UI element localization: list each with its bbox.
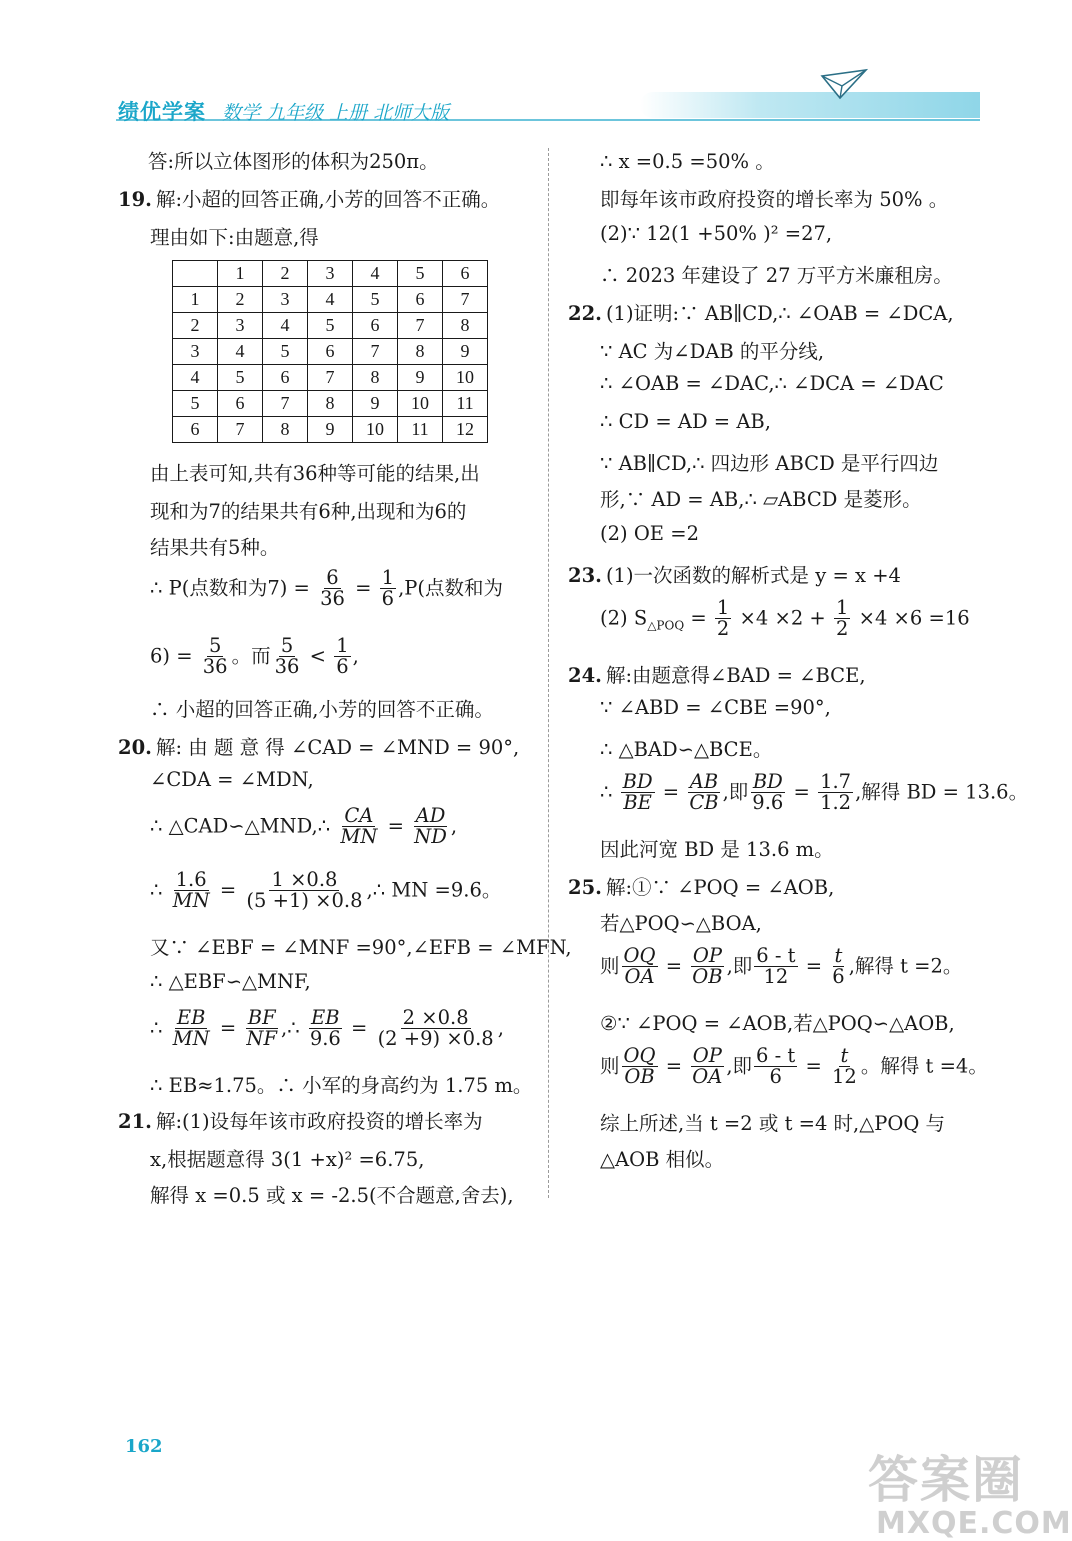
text: 解:小超的回答正确,小芳的回答不正确。	[155, 188, 501, 211]
sum-table	[172, 260, 488, 443]
table-cell: 12	[443, 417, 488, 443]
text: =	[351, 1016, 368, 1040]
fraction	[834, 598, 850, 640]
table-row	[173, 339, 488, 365]
numerator: 1	[336, 634, 349, 657]
numerator: OQ	[623, 1044, 656, 1067]
fraction	[687, 772, 720, 814]
text-line: (2) OE =2	[600, 522, 699, 545]
table-cell: 10	[398, 391, 443, 417]
denominator: (5 +1) ×0.8	[246, 889, 363, 913]
text: =	[665, 1054, 683, 1078]
numerator: CA	[344, 804, 374, 827]
denominator: CB	[689, 791, 719, 815]
table-cell: 8	[443, 313, 488, 339]
text: ,∴ MN =9.6。	[366, 878, 502, 902]
text-line: 即每年该市政府投资的增长率为 50% 。	[600, 188, 949, 211]
text: ∴	[600, 780, 613, 804]
denominator: 6	[336, 655, 349, 679]
paper-plane-icon	[820, 68, 868, 102]
question-22	[568, 298, 954, 326]
text-line: 形,∵ AD = AB,∴ ▱ABCD 是菱形。	[600, 488, 922, 511]
text: ,解得 t =2。	[848, 954, 963, 978]
text-line: 因此河宽 BD 是 13.6 m。	[600, 838, 834, 861]
numerator: AB	[689, 770, 719, 793]
text: 解:由题意得∠BAD = ∠BCE,	[605, 664, 866, 687]
table-cell: 6	[173, 417, 218, 443]
text-line: ∵ ∠ABD = ∠CBE =90°,	[600, 696, 831, 719]
fraction	[171, 1008, 212, 1050]
text-line: ∴ ∠OAB = ∠DAC,∴ ∠DCA = ∠DAC	[600, 372, 944, 395]
question-number: 24.	[568, 664, 602, 687]
fraction	[830, 946, 846, 988]
text: =	[805, 1054, 822, 1078]
fraction	[244, 1008, 279, 1050]
conclusion-line: ∴ EB≈1.75。∴ 小军的身高约为 1.75 m。	[150, 1074, 533, 1097]
denominator: 9.6	[752, 791, 784, 815]
fraction	[273, 636, 302, 678]
text: =	[355, 576, 372, 600]
table-cell: 4	[353, 261, 398, 287]
text: ,即	[722, 780, 749, 804]
text: 。而	[231, 644, 271, 668]
text-line: △AOB 相似。	[600, 1148, 725, 1171]
text: (1)证明:∵ AB∥CD,∴ ∠OAB = ∠DCA,	[605, 302, 954, 325]
question-number: 23.	[568, 564, 602, 587]
table-cell: 3	[173, 339, 218, 365]
ratio-line	[150, 870, 501, 912]
conclusion-line: ∴ 小超的回答正确,小芳的回答不正确。	[150, 698, 494, 721]
text: <	[309, 644, 326, 668]
fraction	[201, 636, 230, 678]
text-line: 解得 x =0.5 或 x = -2.5(不合题意,舍去),	[150, 1184, 514, 1207]
numerator: 1.6	[175, 868, 207, 891]
table-cell: 6	[218, 391, 263, 417]
table-cell: 9	[398, 365, 443, 391]
denominator: 36	[274, 655, 300, 679]
table-cell: 1	[218, 261, 263, 287]
fraction	[338, 806, 379, 848]
text: 则	[600, 1054, 620, 1078]
numerator: 1 ×0.8	[271, 868, 338, 891]
table-cell: 4	[173, 365, 218, 391]
ratio-line	[600, 772, 1028, 814]
denominator: 6	[769, 1065, 782, 1089]
table-cell: 7	[398, 313, 443, 339]
page-header	[0, 0, 1047, 135]
question-number: 20.	[118, 736, 152, 759]
answer-line: 答:所以立体图形的体积为250π。	[148, 150, 439, 173]
denominator: (2 +9) ×0.8	[377, 1027, 494, 1051]
numerator: 5	[280, 634, 294, 657]
question-24	[568, 660, 866, 688]
numerator: 2 ×0.8	[402, 1006, 469, 1029]
denominator: MN	[172, 1027, 210, 1051]
watermark-logo	[868, 1440, 1072, 1541]
question-number: 21.	[118, 1110, 152, 1133]
table-cell: 10	[443, 365, 488, 391]
text-line: ∴ CD = AD = AB,	[600, 410, 771, 433]
text: ,P(点数和为	[398, 576, 504, 600]
ratio-line	[150, 1008, 504, 1050]
subject-label: 数学 九年级 上册 北师大版	[222, 102, 450, 124]
table-cell: 11	[443, 391, 488, 417]
question-20	[118, 732, 519, 760]
text: ,	[450, 814, 458, 838]
numerator: 1	[835, 596, 849, 619]
table-cell: 8	[308, 391, 353, 417]
table-cell: 3	[263, 287, 308, 313]
text: ∴ △CAD∽△MND,∴	[150, 814, 331, 838]
text: (2) S	[600, 606, 648, 630]
text: (1)一次函数的解析式是 y = x +4	[605, 564, 901, 587]
table-cell: 5	[308, 313, 353, 339]
numerator: t	[834, 944, 843, 967]
header-band	[640, 92, 980, 118]
text: =	[793, 780, 810, 804]
table-row	[173, 417, 488, 443]
numerator: 6	[326, 566, 339, 589]
watermark-url: MXQE.COM	[876, 1506, 1072, 1541]
fraction	[334, 636, 350, 678]
text: ,即	[726, 1054, 753, 1078]
denominator: 36	[320, 587, 345, 611]
denominator: ND	[414, 825, 447, 849]
question-25	[568, 872, 834, 900]
denominator: OB	[624, 1065, 655, 1089]
table-cell: 1	[173, 287, 218, 313]
denominator: 12	[832, 1065, 857, 1089]
text: ,	[497, 1016, 504, 1040]
page-number: 162	[125, 1436, 163, 1457]
table-cell: 4	[263, 313, 308, 339]
text: ,解得 BD = 13.6。	[855, 780, 1029, 804]
text-line: 结果共有5种。	[150, 536, 280, 559]
ratio-line	[150, 806, 457, 848]
probability-line	[150, 636, 359, 678]
table-cell: 3	[218, 313, 263, 339]
table-row	[173, 391, 488, 417]
table-cell: 6	[263, 365, 308, 391]
table-row	[173, 365, 488, 391]
fraction	[690, 1046, 724, 1088]
numerator: 6 - t	[756, 1044, 796, 1067]
table-row	[173, 261, 488, 287]
table-cell: 9	[353, 391, 398, 417]
table-cell: 8	[353, 365, 398, 391]
table-cell: 10	[353, 417, 398, 443]
text: ∴ P(点数和为7) =	[150, 576, 310, 600]
area-line	[600, 598, 970, 640]
table-cell: 5	[353, 287, 398, 313]
text: =	[690, 606, 707, 630]
numerator: OP	[692, 1044, 722, 1067]
denominator: BE	[623, 791, 652, 815]
numerator: EB	[311, 1006, 340, 1029]
text: ∴	[150, 878, 163, 902]
fraction	[754, 946, 797, 988]
denominator: 6	[832, 965, 845, 989]
text-line: 又∵ ∠EBF = ∠MNF =90°,∠EFB = ∠MFN,	[150, 936, 572, 959]
table-cell: 7	[308, 365, 353, 391]
text: =	[665, 954, 683, 978]
text-line: ②∵ ∠POQ = ∠AOB,若△POQ∽△AOB,	[600, 1012, 955, 1035]
numerator: t	[840, 1044, 849, 1067]
text-line: ∴ △BAD∽△BCE。	[600, 738, 773, 761]
table-cell: 4	[218, 339, 263, 365]
subscript: △POQ	[647, 618, 685, 633]
numerator: AD	[415, 804, 446, 827]
text: =	[805, 954, 823, 978]
denominator: 1.2	[820, 791, 852, 815]
question-21	[118, 1106, 483, 1134]
text-line: 综上所述,当 t =2 或 t =4 时,△POQ 与	[600, 1112, 946, 1135]
text-line: ∠CDA = ∠MDN,	[150, 768, 314, 791]
text: 6) =	[150, 644, 193, 668]
fraction	[318, 568, 347, 610]
table-cell: 3	[308, 261, 353, 287]
text: ×4 ×2 +	[739, 606, 826, 630]
table-cell: 5	[218, 365, 263, 391]
watermark-text: 答案圈	[868, 1451, 1024, 1509]
text: ∴	[150, 1016, 163, 1040]
table-cell: 4	[308, 287, 353, 313]
numerator: 5	[208, 634, 222, 657]
fraction	[412, 806, 449, 848]
denominator: 6	[381, 587, 395, 611]
question-number: 22.	[568, 302, 602, 325]
fraction	[621, 772, 655, 814]
question-19	[118, 184, 500, 212]
table-cell: 5	[398, 261, 443, 287]
denominator: OB	[692, 965, 723, 989]
text-line: x,根据题意得 3(1 +x)² =6.75,	[150, 1148, 425, 1171]
fraction	[171, 870, 212, 912]
text-line: ∵ AB∥CD,∴ 四边形 ABCD 是平行四边	[600, 452, 939, 475]
table-cell	[173, 261, 218, 287]
question-number: 25.	[568, 876, 602, 899]
denominator: OA	[692, 1065, 723, 1089]
numerator: OP	[692, 944, 722, 967]
numerator: BD	[752, 770, 783, 793]
fraction	[715, 598, 731, 640]
probability-line	[150, 568, 503, 610]
table-cell: 2	[173, 313, 218, 339]
text: 。解得 t =4。	[860, 1054, 988, 1078]
text-line: ∴ 2023 年建设了 27 万平方米廉租房。	[600, 264, 953, 287]
dice-sum-table	[172, 260, 488, 443]
text-line: ∴ x =0.5 =50% 。	[600, 150, 775, 173]
text: =	[219, 878, 237, 902]
fraction	[622, 1046, 658, 1088]
column-divider	[548, 148, 549, 1198]
table-cell: 2	[263, 261, 308, 287]
text-line: 理由如下:由题意,得	[150, 226, 319, 249]
fraction	[830, 1046, 859, 1088]
text: ,	[352, 644, 359, 668]
denominator: NF	[246, 1027, 277, 1051]
fraction	[244, 870, 364, 912]
ratio-line	[600, 1046, 988, 1088]
question-number: 19.	[118, 188, 152, 211]
text-line: (2)∵ 12(1 +50% )² =27,	[600, 222, 833, 245]
brand-title: 绩优学案	[118, 100, 206, 124]
denominator: 12	[763, 965, 789, 989]
text-line: ∵ AC 为∠DAB 的平分线,	[600, 340, 825, 363]
table-cell: 5	[173, 391, 218, 417]
numerator: 6 - t	[756, 944, 796, 967]
text: =	[387, 814, 404, 838]
text: ,∴	[281, 1016, 300, 1040]
table-cell: 11	[398, 417, 443, 443]
numerator: EB	[176, 1006, 206, 1029]
table-cell: 8	[263, 417, 308, 443]
table-cell: 2	[218, 287, 263, 313]
text-line: ∴ △EBF∽△MNF,	[150, 970, 311, 993]
denominator: 2	[835, 617, 849, 641]
numerator: OQ	[623, 944, 656, 967]
table-cell: 7	[218, 417, 263, 443]
text: 解:①∵ ∠POQ = ∠AOB,	[605, 876, 835, 899]
text: ,即	[726, 954, 753, 978]
table-cell: 7	[353, 339, 398, 365]
text: 解:(1)设每年该市政府投资的增长率为	[155, 1110, 483, 1133]
fraction	[690, 946, 724, 988]
text: =	[219, 1016, 237, 1040]
denominator: 36	[202, 655, 228, 679]
denominator: 9.6	[309, 1027, 341, 1051]
fraction	[376, 1008, 496, 1050]
table-cell: 9	[308, 417, 353, 443]
fraction	[750, 772, 785, 814]
denominator: 2	[716, 617, 730, 641]
table-cell: 5	[263, 339, 308, 365]
text-line: 若△POQ∽△BOA,	[600, 912, 762, 935]
table-cell: 7	[443, 287, 488, 313]
table-cell: 6	[443, 261, 488, 287]
text-line: 现和为7的结果共有6种,出现和为6的	[150, 500, 467, 523]
fraction	[308, 1008, 343, 1050]
text-line: 由上表可知,共有36种等可能的结果,出	[150, 462, 480, 485]
fraction	[622, 946, 658, 988]
table-cell: 6	[353, 313, 398, 339]
table-row	[173, 313, 488, 339]
table-cell: 6	[398, 287, 443, 313]
numerator: 1.7	[820, 770, 852, 793]
ratio-line	[600, 946, 962, 988]
numerator: 1	[716, 596, 730, 619]
text: 则	[600, 954, 620, 978]
table-cell: 9	[443, 339, 488, 365]
fraction	[380, 568, 396, 610]
numerator: 1	[381, 566, 395, 589]
denominator: OA	[624, 965, 655, 989]
table-cell: 7	[263, 391, 308, 417]
table-cell: 8	[398, 339, 443, 365]
question-23	[568, 560, 901, 588]
denominator: MN	[172, 889, 210, 913]
text: 解: 由 题 意 得 ∠CAD = ∠MND = 90°,	[155, 736, 520, 759]
numerator: BD	[622, 770, 653, 793]
numerator: BF	[247, 1006, 276, 1029]
text: ×4 ×6 =16	[858, 606, 970, 630]
text: =	[662, 780, 680, 804]
denominator: MN	[340, 825, 378, 849]
fraction	[754, 1046, 797, 1088]
fraction	[818, 772, 853, 814]
table-row	[173, 287, 488, 313]
table-cell: 6	[308, 339, 353, 365]
